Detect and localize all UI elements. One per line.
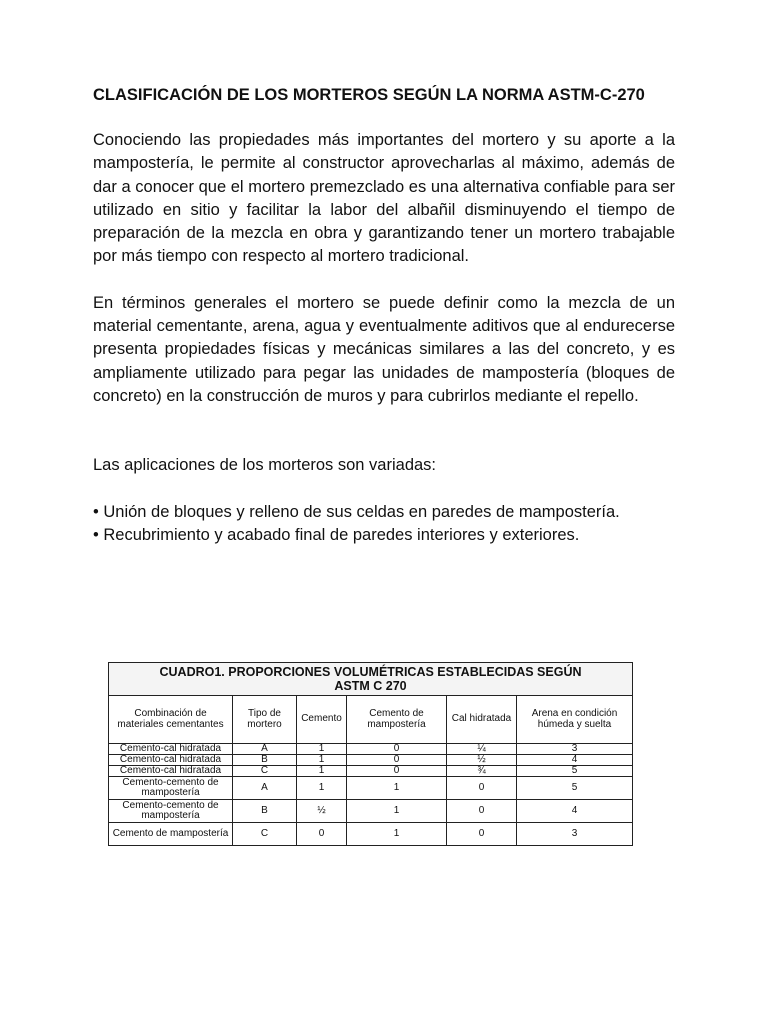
column-header: Cal hidratada	[447, 696, 517, 744]
table-cell: 1	[347, 823, 447, 846]
table-row	[109, 800, 633, 823]
table-row	[109, 755, 633, 766]
table-cell: 0	[347, 766, 447, 777]
table-row	[109, 766, 633, 777]
column-header: Arena en condición húmeda y suelta	[517, 696, 633, 744]
column-header: Tipo de mortero	[233, 696, 297, 744]
table-cell: Cemento-cal hidratada	[109, 766, 233, 777]
table-cell: B	[233, 800, 297, 823]
table-cell: ¼	[447, 744, 517, 755]
table-cell: ½	[297, 800, 347, 823]
table-cell: 1	[347, 777, 447, 800]
table-cell: 5	[517, 766, 633, 777]
table-cell: 1	[297, 744, 347, 755]
table-cell: 0	[447, 823, 517, 846]
table-title	[109, 663, 633, 696]
table-row	[109, 744, 633, 755]
list-item: • Recubrimiento y acabado final de paredes interiores y exteriores.	[93, 525, 580, 544]
table-cell: C	[233, 823, 297, 846]
table-cell: Cemento-cemento de mampostería	[109, 777, 233, 800]
table-cell: 3	[517, 823, 633, 846]
applications-list	[93, 501, 675, 547]
table-cell: ¾	[447, 766, 517, 777]
table-title-row	[109, 663, 633, 696]
table-cell: 0	[447, 800, 517, 823]
column-header: Combinación de materiales cementantes	[109, 696, 233, 744]
table-row	[109, 823, 633, 846]
document-body	[93, 84, 675, 547]
table-header-row	[109, 696, 633, 744]
table-cell: 1	[347, 800, 447, 823]
list-item: • Unión de bloques y relleno de sus celdas en paredes de mampostería.	[93, 502, 620, 521]
table-cell: A	[233, 777, 297, 800]
table-cell: 0	[447, 777, 517, 800]
document-title: CLASIFICACIÓN DE LOS MORTEROS SEGÚN LA NORMA ASTM-C-270	[93, 86, 645, 104]
table-cell: A	[233, 744, 297, 755]
table-row	[109, 777, 633, 800]
table-cell: 0	[347, 755, 447, 766]
table-cell: 4	[517, 755, 633, 766]
table-cell: Cemento-cal hidratada	[109, 744, 233, 755]
table-cell: Cemento-cemento de mampostería	[109, 800, 233, 823]
paragraph-intro: Conociendo las propiedades más importantes del mortero y su aporte a la mampostería, le permite al constructor aprovecharlas al máximo, además de dar a conocer que el mortero premezclado es una alternativa confiable para ser utilizado en sitio y facilitar la labor del albañil disminuyendo el tiempo de preparación de la mezcla en obra y garantizando tener un mortero trabajable por más tiempo con respecto al mortero tradicional.	[93, 131, 675, 266]
paragraph-applications: Las aplicaciones de los morteros son variadas:	[93, 456, 437, 475]
table-title-line: ASTM C 270	[334, 679, 407, 693]
proportions-table	[108, 662, 633, 846]
paragraph-definition: En términos generales el mortero se puede definir como la mezcla de un material cementante, arena, agua y eventualmente aditivos que al endurecerse presenta propiedades físicas y mecánicas similares a las del concreto, y es ampliamente utilizado para pegar las unidades de mampostería (bloques de concreto) en la construcción de muros y para cubrirlos mediante el repello.	[93, 293, 675, 405]
table-cell: C	[233, 766, 297, 777]
table-cell: 1	[297, 766, 347, 777]
table-cell: 1	[297, 755, 347, 766]
table-cell: 0	[347, 744, 447, 755]
table-cell: 3	[517, 744, 633, 755]
column-header: Cemento	[297, 696, 347, 744]
table-title-line: CUADRO1. PROPORCIONES VOLUMÉTRICAS ESTABLECIDAS SEGÚN	[159, 665, 582, 679]
table-cell: 0	[297, 823, 347, 846]
table-cell: Cemento-cal hidratada	[109, 755, 233, 766]
proportions-table-figure	[108, 662, 632, 844]
column-header: Cemento de mampostería	[347, 696, 447, 744]
table-cell: 1	[297, 777, 347, 800]
table-cell: 4	[517, 800, 633, 823]
table-cell: 5	[517, 777, 633, 800]
table-cell: Cemento de mampostería	[109, 823, 233, 846]
table-cell: B	[233, 755, 297, 766]
table-cell: ½	[447, 755, 517, 766]
